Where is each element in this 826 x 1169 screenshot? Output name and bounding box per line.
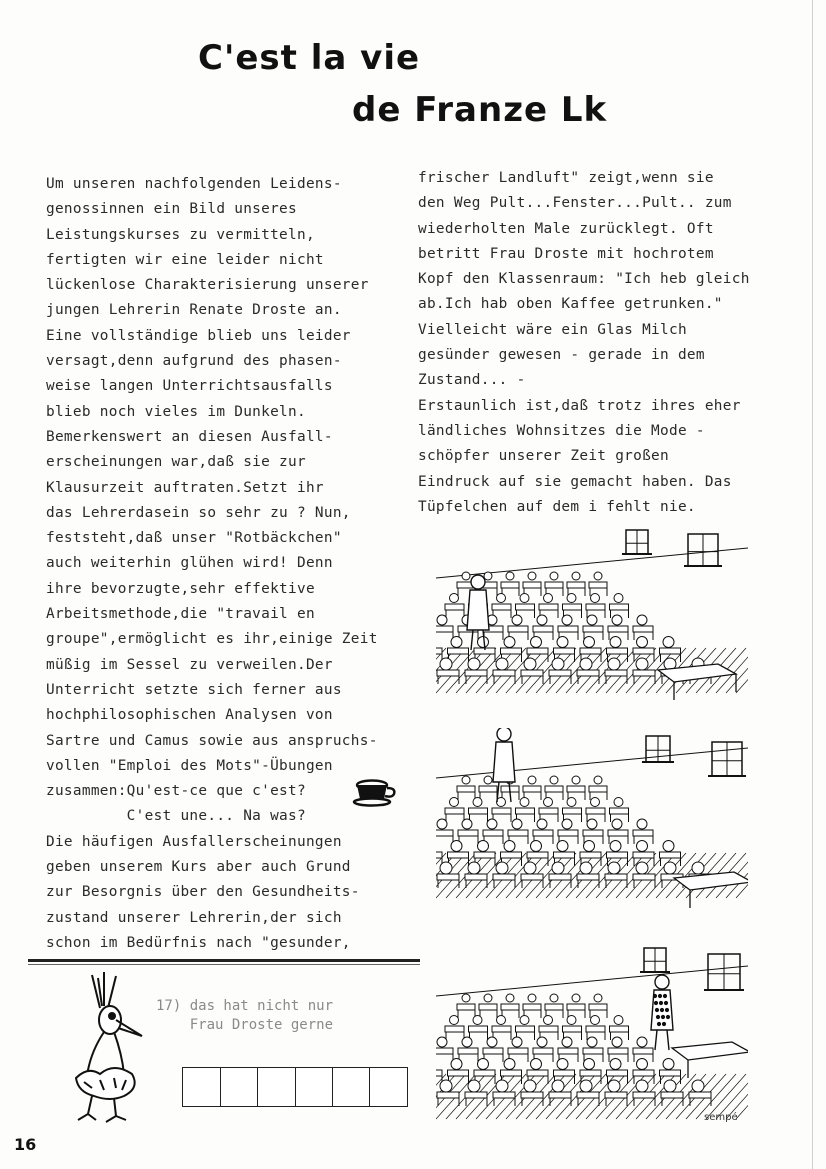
text-line: ländliches Wohnsitzes die Mode - [418,422,705,439]
text-line: Bemerkenswert an diesen Ausfall- [46,428,333,445]
answer-box[interactable] [220,1067,259,1107]
text-line: schöpfer unserer Zeit großen [418,448,669,465]
text-line: das Lehrerdasein so sehr zu ? Nun, [46,504,351,521]
text-line: feststeht,daß unser "Rotbäckchen" [46,530,342,547]
text-line: Eindruck auf sie gemacht haben. Das [418,473,732,490]
text-line: Zustand... - [418,372,526,389]
classroom-cartoon-2 [436,728,748,918]
text-line: Kopf den Klassenraum: "Ich heb gleich [418,271,750,288]
page-number: 16 [14,1135,37,1154]
text-line: zustand unserer Lehrerin,der sich [46,909,342,926]
text-line: genossinnen ein Bild unseres [46,201,297,218]
bird-mascot-icon [70,970,150,1125]
text-line: Tüpfelchen auf dem i fehlt nie. [418,498,696,515]
text-line: schon im Bedürfnis nach "gesunder, [46,934,351,951]
text-line: zusammen:Qu'est-ce que c'est? [46,783,306,800]
text-line: geben unserem Kurs aber auch Grund [46,859,351,876]
text-line: versagt,denn aufgrund des phasen- [46,353,342,370]
classroom-cartoon-1 [436,528,748,718]
text-line: wiederholten Male zurücklegt. Oft [418,220,714,237]
puzzle-clue-line-2: Frau Droste gerne [156,1017,334,1033]
text-line: hochphilosophischen Analysen von [46,707,333,724]
text-line: Arbeitsmethode,die "travail en [46,606,315,623]
text-line: erscheinungen war,daß sie zur [46,454,306,471]
text-line: blieb noch vieles im Dunkeln. [46,403,306,420]
text-line: betritt Frau Droste mit hochrotem [418,245,714,262]
text-line: Die häufigen Ausfallerscheinungen [46,833,342,850]
text-line: ihre bevorzugte,sehr effektive [46,580,315,597]
text-line: gesünder gewesen - gerade in dem [418,347,705,364]
text-line: Erstaunlich ist,daß trotz ihres eher [418,397,741,414]
classroom-cartoon-3 [436,944,748,1139]
text-line: Um unseren nachfolgenden Leidens- [46,176,342,192]
section-divider [28,959,420,962]
page-edge [812,0,813,1169]
text-line: ab.Ich hab oben Kaffee getrunken." [418,296,723,313]
coffee-cup-icon [352,777,400,807]
text-line: Vielleicht wäre ein Glas Milch [418,321,687,338]
text-line: müßig im Sessel zu verweilen.Der [46,656,333,673]
answer-box[interactable] [182,1067,221,1107]
text-line: Klausurzeit auftraten.Setzt ihr [46,479,324,496]
text-line: den Weg Pult...Fenster...Pult.. zum [418,195,732,212]
answer-boxes [184,1067,408,1107]
right-text-column [418,166,750,520]
section-divider-thin [28,964,420,965]
text-line: Unterricht setzte sich ferner aus [46,681,342,698]
text-line: Eine vollständige blieb uns leider [46,327,351,344]
answer-box[interactable] [257,1067,296,1107]
text-line: lückenlose Charakterisierung unserer [46,277,369,294]
text-line: vollen "Emploi des Mots"-Übungen [46,757,333,774]
text-line: auch weiterhin glühen wird! Denn [46,555,333,572]
title-line-2: de Franze Lk [352,90,608,130]
text-line: groupe",ermöglicht es ihr,einige Zeit [46,631,378,648]
cartoon-signature: sempé [704,1112,738,1123]
answer-box[interactable] [295,1067,334,1107]
title-line-1: C'est la vie [198,38,421,78]
text-line: jungen Lehrerin Renate Droste an. [46,302,342,319]
answer-box[interactable] [332,1067,371,1107]
text-line: Leistungskurses zu vermitteln, [46,226,315,243]
puzzle-clue-line-1: 17) das hat nicht nur [156,998,334,1014]
text-line: weise langen Unterrichtsausfalls [46,378,333,395]
text-line: fertigten wir eine leider nicht [46,251,324,268]
left-text-column [46,172,378,956]
puzzle-clue [156,997,333,1035]
text-line: zur Besorgnis über den Gesundheits- [46,884,360,901]
text-line: frischer Landluft" zeigt,wenn sie [418,170,714,186]
text-line: Sartre und Camus sowie aus anspruchs- [46,732,378,749]
text-line: C'est une... Na was? [46,808,306,825]
answer-box[interactable] [369,1067,408,1107]
